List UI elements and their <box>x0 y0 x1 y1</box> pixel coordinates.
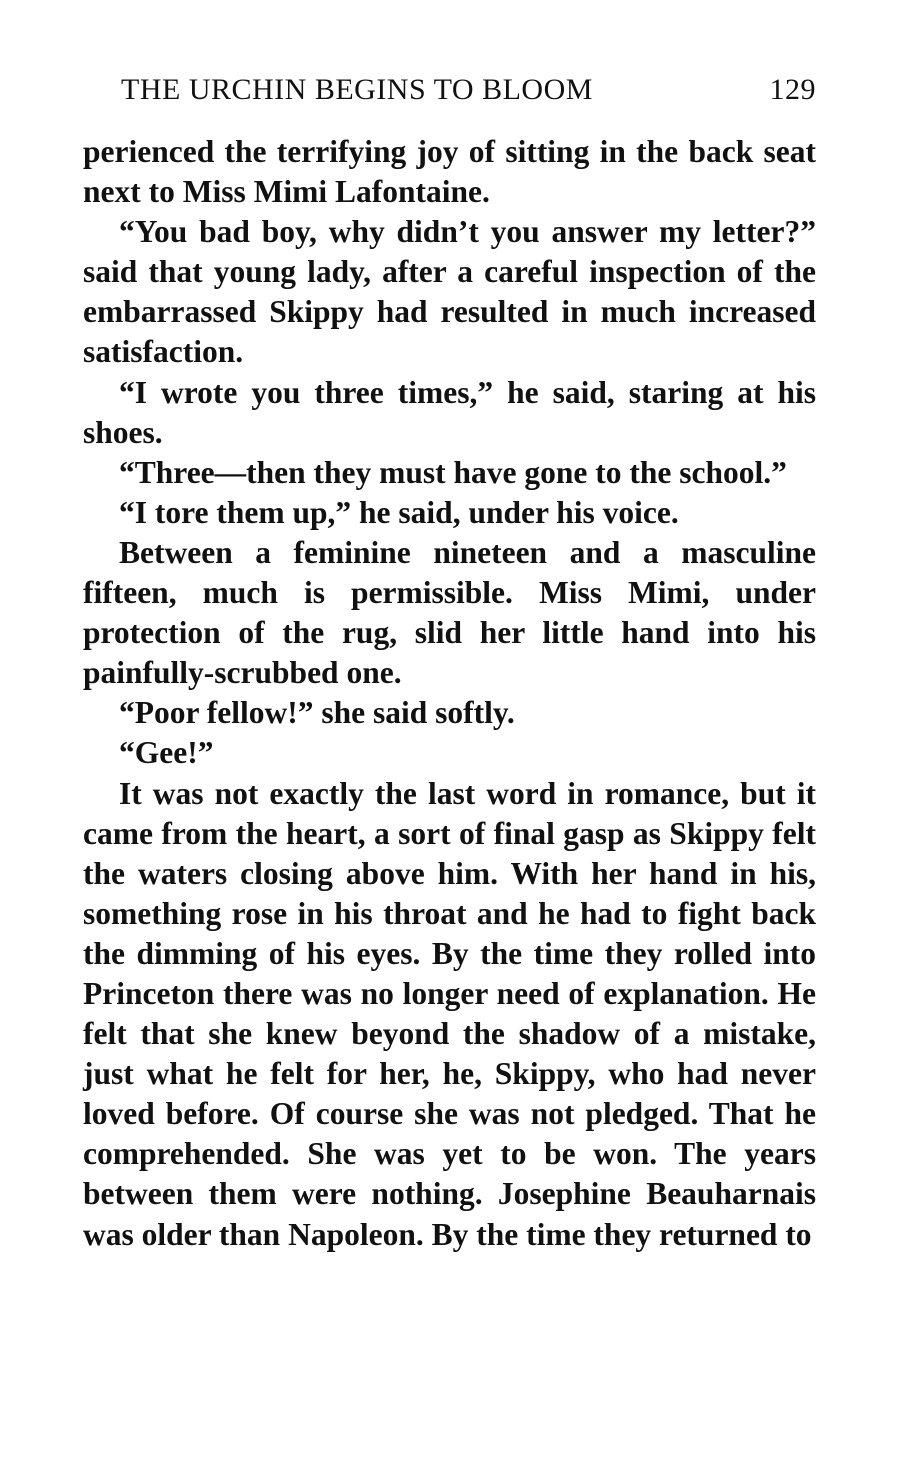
running-title: THE URCHIN BEGINS TO BLOOM <box>121 73 593 106</box>
book-page <box>83 68 816 1255</box>
running-head <box>83 68 816 112</box>
paragraph: “Poor fellow!” she said softly. <box>119 695 515 731</box>
paragraph: “I wrote you three times,” he said, staring at his shoes. <box>83 374 816 450</box>
paragraph: It was not exactly the last word in romance, but it came from the heart, a sort of final gasp as Skippy felt the waters closing above him. With her hand in his, something rose in his throat and he had to fight back the dimming of his eyes. By the time they rolled into Princeton there was no longer need of explanation. He felt that she knew beyond the shadow of a mistake, just what he felt for her, he, Skippy, who had never loved before. Of course she was not pledged. That he comprehended. She was yet to be won. The years between them were nothing. Josephine Beauharnais was older than Napoleon. By the time they returned to <box>83 775 816 1252</box>
paragraph: “You bad boy, why didn’t you answer my letter?” said that young lady, after a careful inspection of the embarrassed Skippy had resulted in much increased satisfaction. <box>83 214 816 370</box>
body-text <box>83 132 816 1255</box>
paragraph: “Three—then they must have gone to the school.” <box>119 454 787 490</box>
paragraph: Between a feminine nineteen and a masculine fifteen, much is permissible. Miss Mimi, under protection of the rug, slid her little hand into his painfully-scrubbed one. <box>83 534 816 691</box>
paragraph: “Gee!” <box>119 735 214 771</box>
page-number: 129 <box>769 73 816 106</box>
paragraph: perienced the terrifying joy of sitting in the back seat next to Miss Mimi Lafontaine. <box>83 134 816 210</box>
paragraph: “I tore them up,” he said, under his voice. <box>119 494 679 530</box>
